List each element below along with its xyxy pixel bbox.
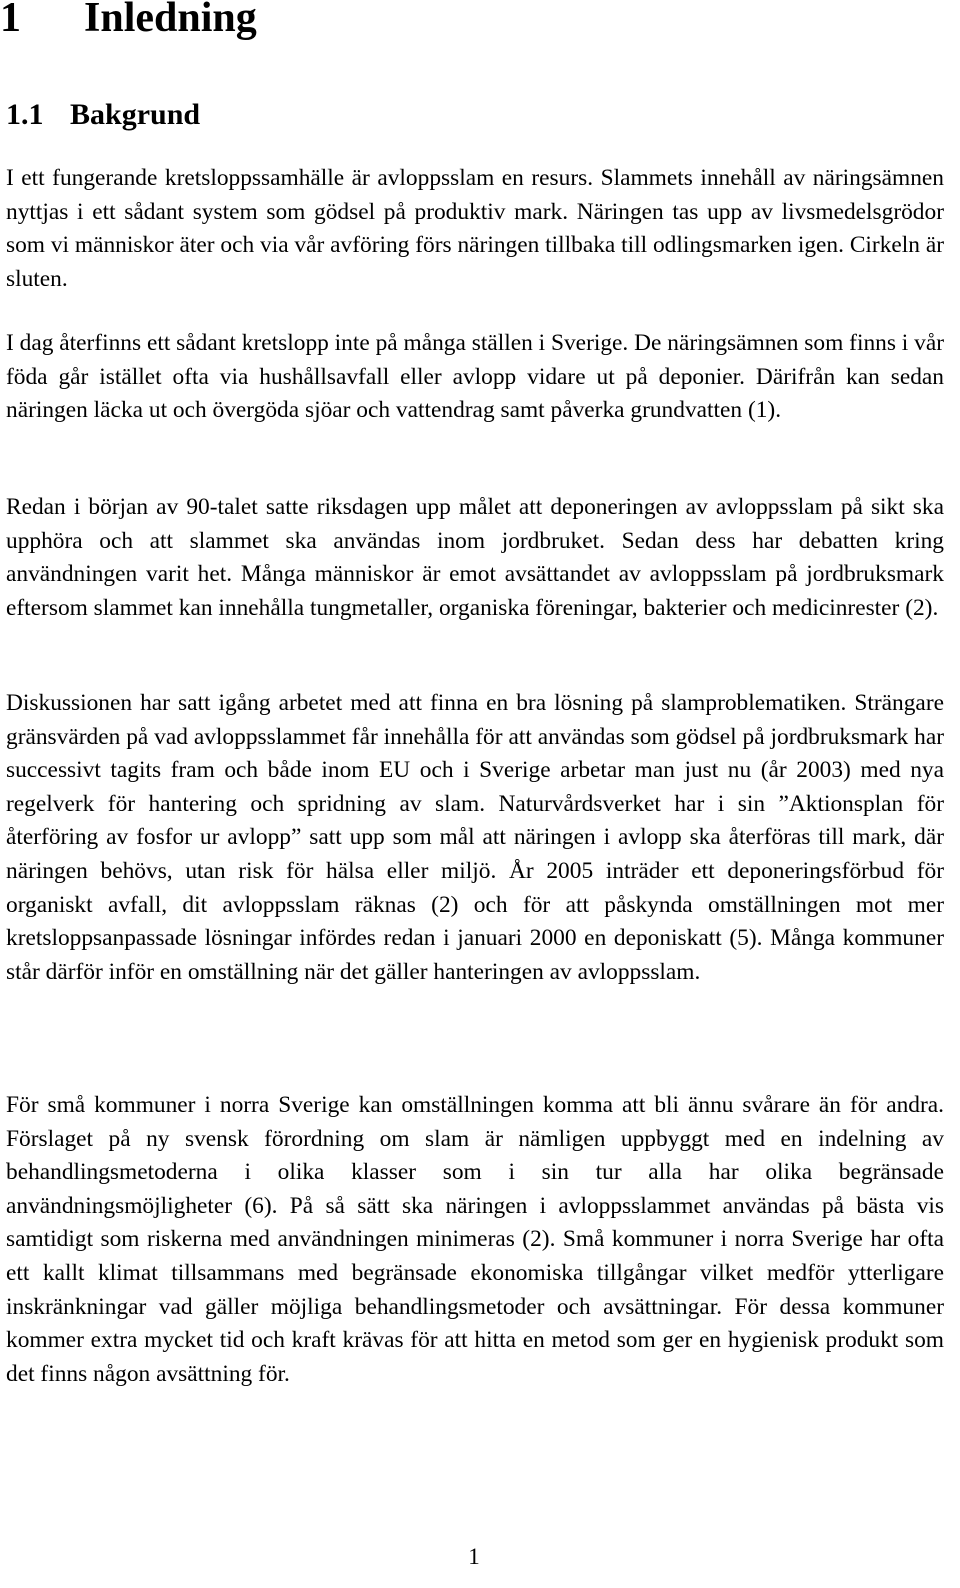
chapter-title: Inledning	[84, 0, 257, 41]
section-heading	[6, 96, 200, 134]
paragraph-1: I ett fungerande kretsloppssamhälle är avloppsslam en resurs. Slammets innehåll av näringsämnen nyttjas i ett sådant system som gödsel på produktiv mark. Näringen tas upp av livsmedelsgrödor som vi människor äter och via vår avföring förs näringen tillbaka till odlingsmarken igen. Cirkeln är sluten.	[6, 165, 944, 292]
chapter-heading	[0, 0, 257, 44]
paragraph-4: Diskussionen har satt igång arbetet med att finna en bra lösning på slamproblematiken. Strängare gränsvärden på vad avloppsslammet får innehålla för att användas som gödsel på jordbruksmark har successivt tagits fram och både inom EU och i Sverige arbetar man just nu (år 2003) med nya regelverk för hantering och spridning av slam. Naturvårdsverket har i sin ”Aktionsplan för återföring av fosfor ur avlopp” satt upp som mål att näringen i avlopp ska återföras till mark, där näringen behövs, utan risk för hälsa eller miljö. År 2005 inträder ett deponeringsförbud för organiskt avfall, dit avloppsslam räknas (2) och för att påskynda omställningen mot mer kretsloppsanpassade lösningar infördes redan i januari 2000 en deponiskatt (5). Många kommuner står därför inför en omställning när det gäller hanteringen av avloppsslam.	[6, 690, 944, 985]
page-number: 1	[468, 1544, 480, 1569]
paragraph-3: Redan i början av 90-talet satte riksdagen upp målet att deponeringen av avloppsslam på sikt ska upphöra och att slammet ska användas inom jordbruket. Sedan dess har debatten kring användningen varit het. Många människor är emot avsättandet av avloppsslam på jordbruksmark eftersom slammet kan innehålla tungmetaller, organiska föreningar, bakterier och medicinrester (2).	[6, 494, 944, 621]
chapter-number: 1	[0, 0, 21, 41]
paragraph-2: I dag återfinns ett sådant kretslopp inte på många ställen i Sverige. De näringsämnen som finns i vår föda går istället ofta via hushållsavfall eller avlopp vidare ut på deponier. Därifrån kan sedan näringen läcka ut och övergöda sjöar och vattendrag samt påverka grundvatten (1).	[6, 330, 944, 424]
paragraph-5: För små kommuner i norra Sverige kan omställningen komma att bli ännu svårare än för andra. Förslaget på ny svensk förordning om slam är nämligen uppbyggt med en indelning av behandlingsmetoderna i olika klasser som i sin tur alla har olika begränsade användningsmöjligheter (6). På så sätt ska näringen i avloppsslammet användas på bästa vis samtidigt som riskerna med användningen minimeras (2). Små kommuner i norra Sverige har ofta ett kallt klimat tillsammans med begränsade ekonomiska tillgångar vilket medför ytterligare inskränkningar vad gäller möjliga behandlingsmetoder och avsättningar. För dessa kommuner kommer extra mycket tid och kraft krävas för att hitta en metod som ger en hygienisk produkt som det finns någon avsättning för.	[6, 1092, 944, 1387]
section-title: Bakgrund	[70, 98, 201, 131]
section-number: 1.1	[6, 98, 44, 131]
